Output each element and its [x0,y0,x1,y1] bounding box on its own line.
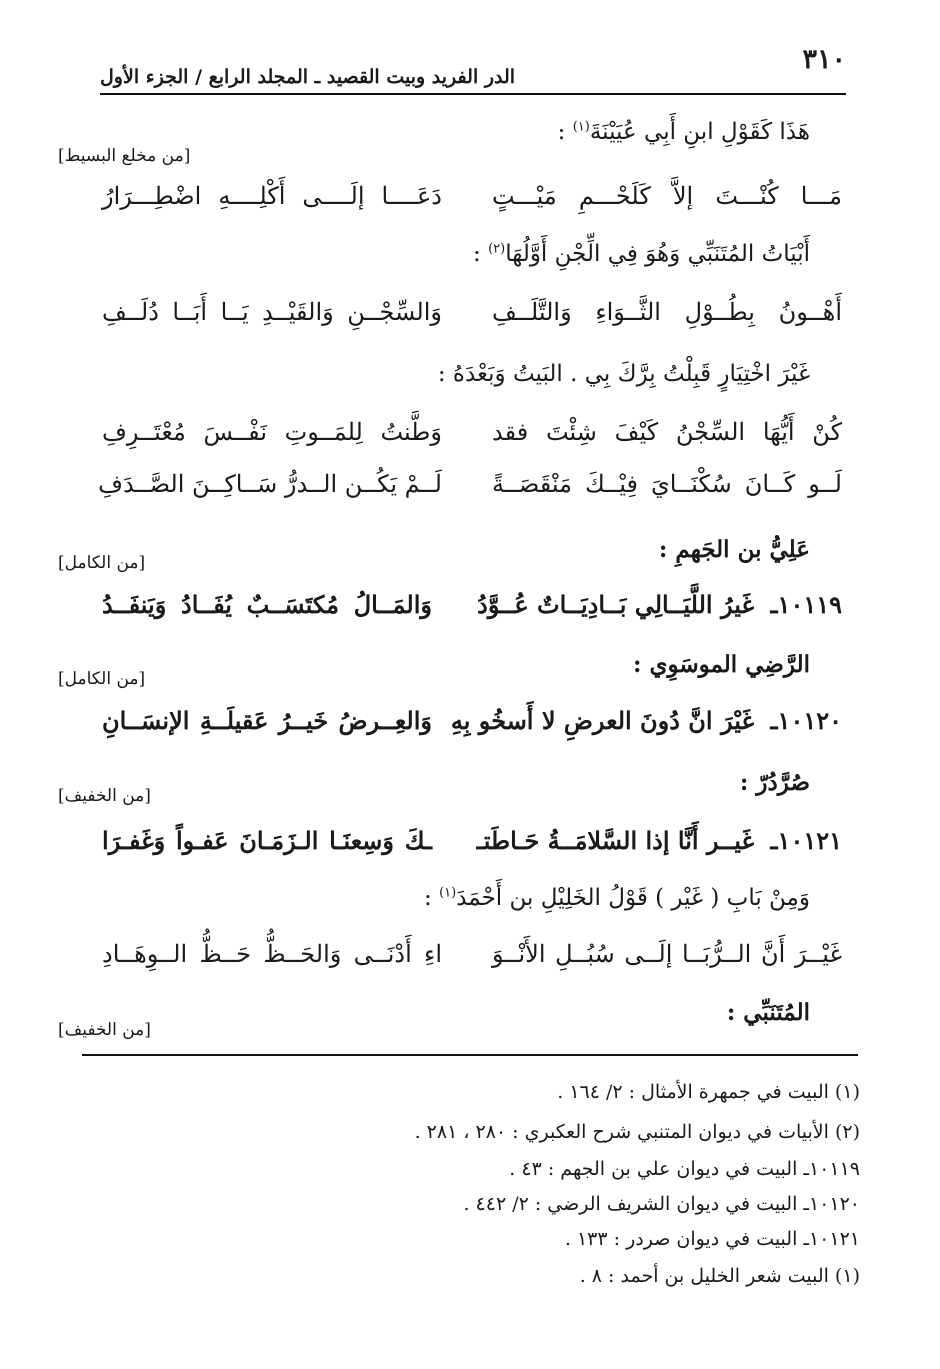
verse-hemistich-second: وَالعِــرضُ خَيــرُ عَقيلَــةِ الإنسَــانِ [102,706,432,735]
verse-number: ١٠١٢١ـ [770,826,842,855]
footnote: ١٠١١٩ـ البيت في ديوان علي بن الجهم : ٤٣ . [509,1158,860,1180]
poet-name: الرَّضِي الموسَوِي : [632,651,810,678]
verse-line [102,590,842,630]
footnote: ١٠١٢٠ـ البيت في ديوان الشريف الرضي : ٢/ ٤٤٢ . [463,1193,860,1215]
intro-colon: : [424,885,440,911]
verse-hemistich-first: مَـــا كُنْـــتَ إلاَّ كَلَحْـــمِ مَيْـــتٍ [492,182,842,210]
verse-hemistich-second: اءِ أَدْنَــى وَالحَــظُّ حَــظُّ الــوِهَــادِ [102,940,442,968]
verse-line [102,940,842,980]
intro-colon: : [473,241,489,267]
verse-hemistich-first: أَهْــونُ بِطُــوْلِ الثَّــوَاءِ وَالتَّلَــفِ [492,298,842,326]
meter-label: [من الكامل] [58,669,146,689]
verse-hemistich-second: لَــمْ يَكُــن الــدرُّ سَــاكِــنَ الصَّــدَفِ [98,470,442,498]
verse-hemistich-second: وَطَّنتُ لِلمَــوتِ نَفْــسَ مُعْتَــرِفِ [102,418,442,446]
footnote: (١) البيت في جمهرة الأمثال : ٢/ ١٦٤ . [557,1081,860,1103]
intro-line [120,240,810,270]
verse-hemistich-first: غَيْرَ انَّ دُونَ العرضِ لا أَسخُو بِهِ [450,706,754,735]
poet-name: صُرَّدُرّ : [739,769,810,796]
footnote-ref: (١) [572,119,590,135]
verse-line [102,706,842,746]
verse-line [102,298,842,338]
verse-hemistich-first: غَيْــرَ أَنَّ الــرُّبَــا إلَــى سُبُــلِ الأَنْــوَ [492,940,842,968]
verse-hemistich-second: وَالمَــالُ مُكتَسَــبٌ يُفَــادُ وَيَنفَــدُ [102,590,432,619]
verse-hemistich-first: غَيــر أَنَّا إذا السَّلامَــةُ حَـاطَتـ [476,826,754,855]
verse-line [102,418,842,458]
verse-line [98,470,842,510]
footnote-ref: (٢) [488,241,506,257]
page-header [100,44,846,94]
footnote: (٢) الأبيات في ديوان المتنبي شرح العكبري : ٢٨٠ ، ٢٨١ . [414,1121,860,1143]
verse-line [102,826,842,866]
intro-text: هَذَا كَقَوْلِ ابنِ أَبِي عُيَيْنَةَ [589,119,810,145]
verse-hemistich-first: كُنْ أَيُّهَا السِّجْنُ كَيْفَ شِئْتَ فقد [492,418,842,446]
poet-name: عَلِيُّ بن الجَهمِ : [658,536,810,563]
intro-line: غَيْرَ اخْتِيَارٍ قَبِلْتُ بِرَّكَ بِي . البَيتُ وَبَعْدَهُ : [437,361,810,387]
page-number: ٣١٠ [802,44,846,75]
intro-text: وَمِنْ بَابِ ( غَيْر ) قَوْلُ الخَلِيْلِ بن أَحْمَدَ [456,885,810,911]
verse-hemistich-second: وَالسِّجْــنِ وَالقَيْــدِ يَــا أَبَــا دُلَــفِ [102,298,442,326]
verse-number: ١٠١٢٠ـ [770,706,842,735]
meter-label: [من الخفيف] [58,1020,151,1040]
meter-label: [من مخلع البسيط] [58,146,191,166]
verse-line [102,182,842,222]
verse-number: ١٠١١٩ـ [770,590,842,619]
intro-line [120,118,810,148]
footnote-ref: (١) [439,885,457,901]
verse-hemistich-first: غَيرُ اللَّيَــالِي بَــادِيَــاتٌ عُــوَّدُ [477,590,754,619]
verse-hemistich-first: لَــو كَــانَ سُكْنَــايَ فِيْــكَ مَنْقَصَــةً [492,470,842,498]
intro-colon: : [557,119,573,145]
meter-label: [من الخفيف] [58,786,151,806]
intro-line [120,884,810,914]
footnote: (١) البيت شعر الخليل بن أحمد : ٨ . [579,1265,860,1287]
running-title: الدر الفريد وبيت القصيد ـ المجلد الرابع / الجزء الأول [100,66,516,88]
meter-label: [من الكامل] [58,553,146,573]
header-rule [100,93,846,95]
intro-text: أَبْيَاتُ المُتَنَبِّي وَهُوَ فِي الِّجْنِ أَوَّلُهَا [505,241,810,267]
footnote-rule [82,1054,858,1056]
footnote: ١٠١٢١ـ البيت في ديوان صردر : ١٣٣ . [564,1228,860,1250]
poet-name: المُتَنَبِّي : [726,999,810,1026]
verse-hemistich-second: دَعَــــا إلَــــى أَكْلِــــهِ اضْطِـــرَارُ [102,182,442,210]
verse-hemistich-second: ـكَ وَسِعنَـا الـزَمَـانَ عَفـواً وَغَفـرَا [102,826,432,855]
